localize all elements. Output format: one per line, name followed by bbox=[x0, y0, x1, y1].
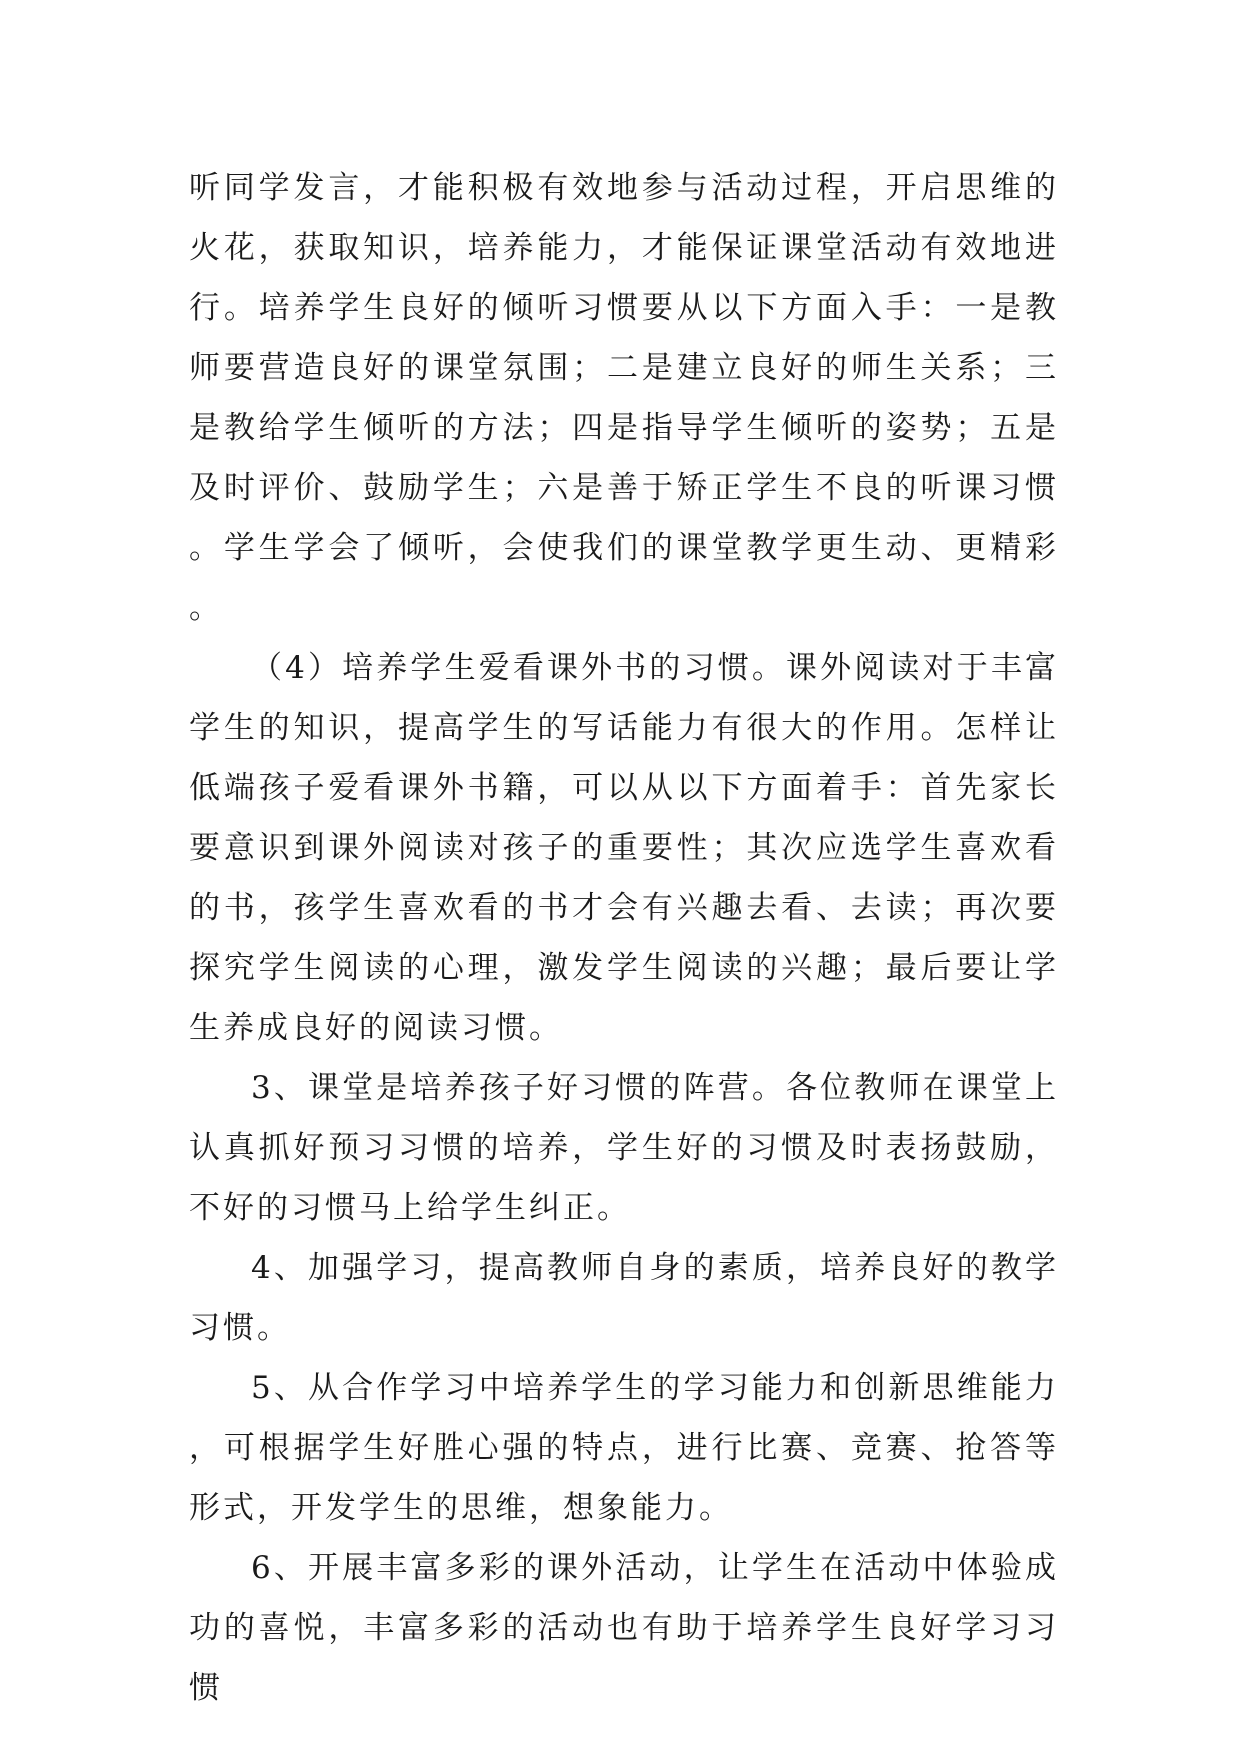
document-body bbox=[189, 158, 1059, 1718]
paragraph-item-4-reading: （4）培养学生爱看课外书的习惯。课外阅读对于丰富学生的知识，提高学生的写话能力有很大的作用。怎样让低端孩子爱看课外书籍，可以从以下方面着手：首先家长要意识到课外阅读对孩子的重要性；其次应选学生喜欢看的书，孩学生喜欢看的书才会有兴趣去看、去读；再次要探究学生阅读的心理，激发学生阅读的兴趣；最后要让学生养成良好的阅读习惯。 bbox=[189, 650, 1059, 1046]
paragraph-item-5-cooperation: 5、从合作学习中培养学生的学习能力和创新思维能力，可根据学生好胜心强的特点，进行比赛、竞赛、抢答等形式，开发学生的思维，想象能力。 bbox=[189, 1370, 1059, 1526]
paragraph-item-4-teacher: 4、加强学习，提高教师自身的素质，培养良好的教学习惯。 bbox=[189, 1250, 1059, 1346]
paragraph-item-3-classroom: 3、课堂是培养孩子好习惯的阵营。各位教师在课堂上认真抓好预习习惯的培养，学生好的习惯及时表扬鼓励，不好的习惯马上给学生纠正。 bbox=[189, 1070, 1059, 1226]
paragraph-listening-continuation: 听同学发言，才能积极有效地参与活动过程，开启思维的火花，获取知识，培养能力，才能保证课堂活动有效地进行。培养学生良好的倾听习惯要从以下方面入手：一是教师要营造良好的课堂氛围；二是建立良好的师生关系；三是教给学生倾听的方法；四是指导学生倾听的姿势；五是及时评价、鼓励学生；六是善于矫正学生不良的听课习惯。学生学会了倾听，会使我们的课堂教学更生动、更精彩。 bbox=[189, 170, 1059, 626]
paragraph-item-6-activities: 6、开展丰富多彩的课外活动，让学生在活动中体验成功的喜悦，丰富多彩的活动也有助于培养学生良好学习习惯 bbox=[189, 1550, 1059, 1706]
